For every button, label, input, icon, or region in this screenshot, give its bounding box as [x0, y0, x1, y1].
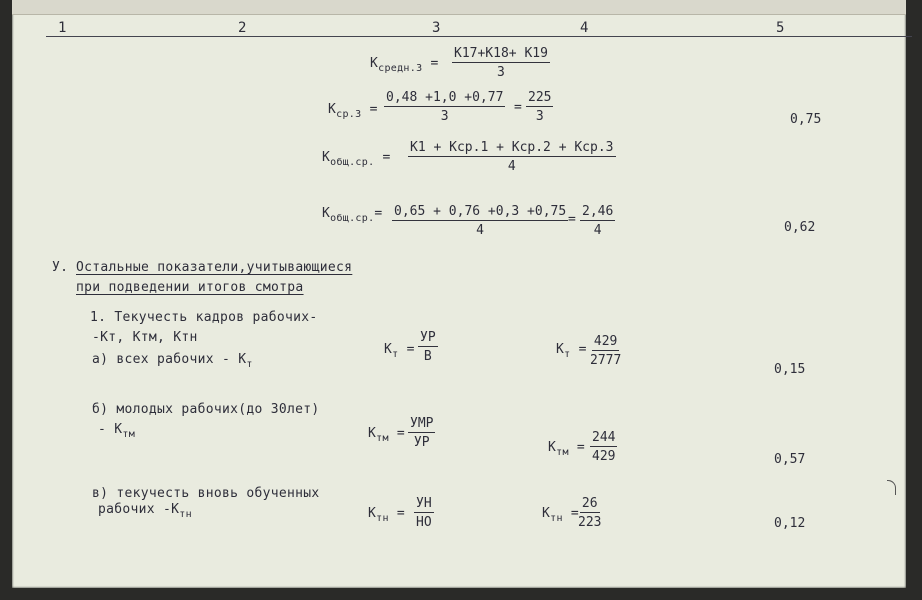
formula-k-sr3-fraction2: $\frac{225}{3}$ [528, 90, 552, 124]
item-a-formula-lhs: $К_т$ = [384, 342, 415, 360]
formula-k-sredn3-lhs: $К_{средн.3}$ = [370, 56, 439, 74]
formula-k-obsh-lhs: $К_{общ.ср.}$ = [322, 150, 391, 168]
item1-line1: 1. Текучесть кадров рабочих- [90, 310, 318, 325]
formula-k-obsh2-fraction: $\frac{0,65 + 0,76 +0,3 +0,75}{4}$ [394, 204, 567, 238]
value-k-obsh: 0,62 [784, 220, 816, 235]
item-b-calc-lhs: $К_{тм}$ = [548, 440, 586, 458]
formula-k-sr3-lhs: $К_{ср.3}$ = [328, 102, 378, 120]
item-b-line2: - $К_{тм}$ [98, 422, 136, 440]
column-number-4: 4 [580, 20, 589, 36]
value-item-b: 0,57 [774, 452, 806, 467]
formula-k-obsh2-eq2: = [568, 212, 577, 227]
section-roman-numeral: У. [52, 260, 69, 275]
header-rule [46, 36, 912, 37]
page-top-edge [12, 0, 906, 15]
margin-pencil-mark [887, 480, 896, 495]
formula-k-obsh-fraction: К1 + Кср.1 + Кср.2 + Кср.3 4 [410, 140, 614, 174]
item-c-line2: рабочих $-К_{тн}$ [98, 502, 192, 520]
column-number-1: 1 [58, 20, 67, 36]
item-b-line1: б) молодых рабочих(до 30лет) [92, 402, 320, 417]
item1-line2: -Кт, Ктм, Ктн [92, 330, 198, 345]
item-a-calc-lhs: $К_т$ = [556, 342, 587, 360]
item-a-label: а) всех рабочих - $К_т$ [92, 352, 253, 370]
column-number-3: 3 [432, 20, 441, 36]
section-title-line2: при подведении итогов смотра [76, 280, 304, 295]
value-item-a: 0,15 [774, 362, 806, 377]
item-b-formula-fraction: УМР УР [410, 416, 434, 450]
value-item-c: 0,12 [774, 516, 806, 531]
item-c-calc-lhs: $К_{тн}$ = [542, 506, 580, 524]
item-b-calc-fraction: $\frac{244}{429}$ [592, 430, 616, 464]
formula-k-sredn3-fraction: К17+К18+ К19 3 [454, 46, 548, 80]
item-a-calc-fraction: $\frac{429}{2777}$ [590, 334, 622, 368]
formula-k-obsh2-fraction2: $\frac{2,46}{4}$ [582, 204, 614, 238]
formula-k-obsh2-lhs: $К_{общ.ср.}=$ [322, 206, 383, 224]
value-k-sr3: 0,75 [790, 112, 822, 127]
section-title-line1: Остальные показатели,учитывающиеся [76, 260, 353, 275]
item-c-calc-fraction: $\frac{26}{223}$ [578, 496, 602, 530]
formula-k-sr3-eq2: = [514, 100, 523, 115]
item-c-formula-fraction: УН НО [416, 496, 432, 530]
document-page [12, 0, 906, 588]
column-number-2: 2 [238, 20, 247, 36]
item-c-line1: в) текучесть вновь обученных [92, 486, 320, 501]
formula-k-sr3-fraction: $\frac{0,48 +1,0 +0,77}{3}$ [386, 90, 504, 124]
item-c-formula-lhs: $К_{тн}$ = [368, 506, 406, 524]
column-number-5: 5 [776, 20, 785, 36]
item-b-formula-lhs: $К_{тм}$ = [368, 426, 406, 444]
item-a-formula-fraction: УР В [420, 330, 436, 364]
